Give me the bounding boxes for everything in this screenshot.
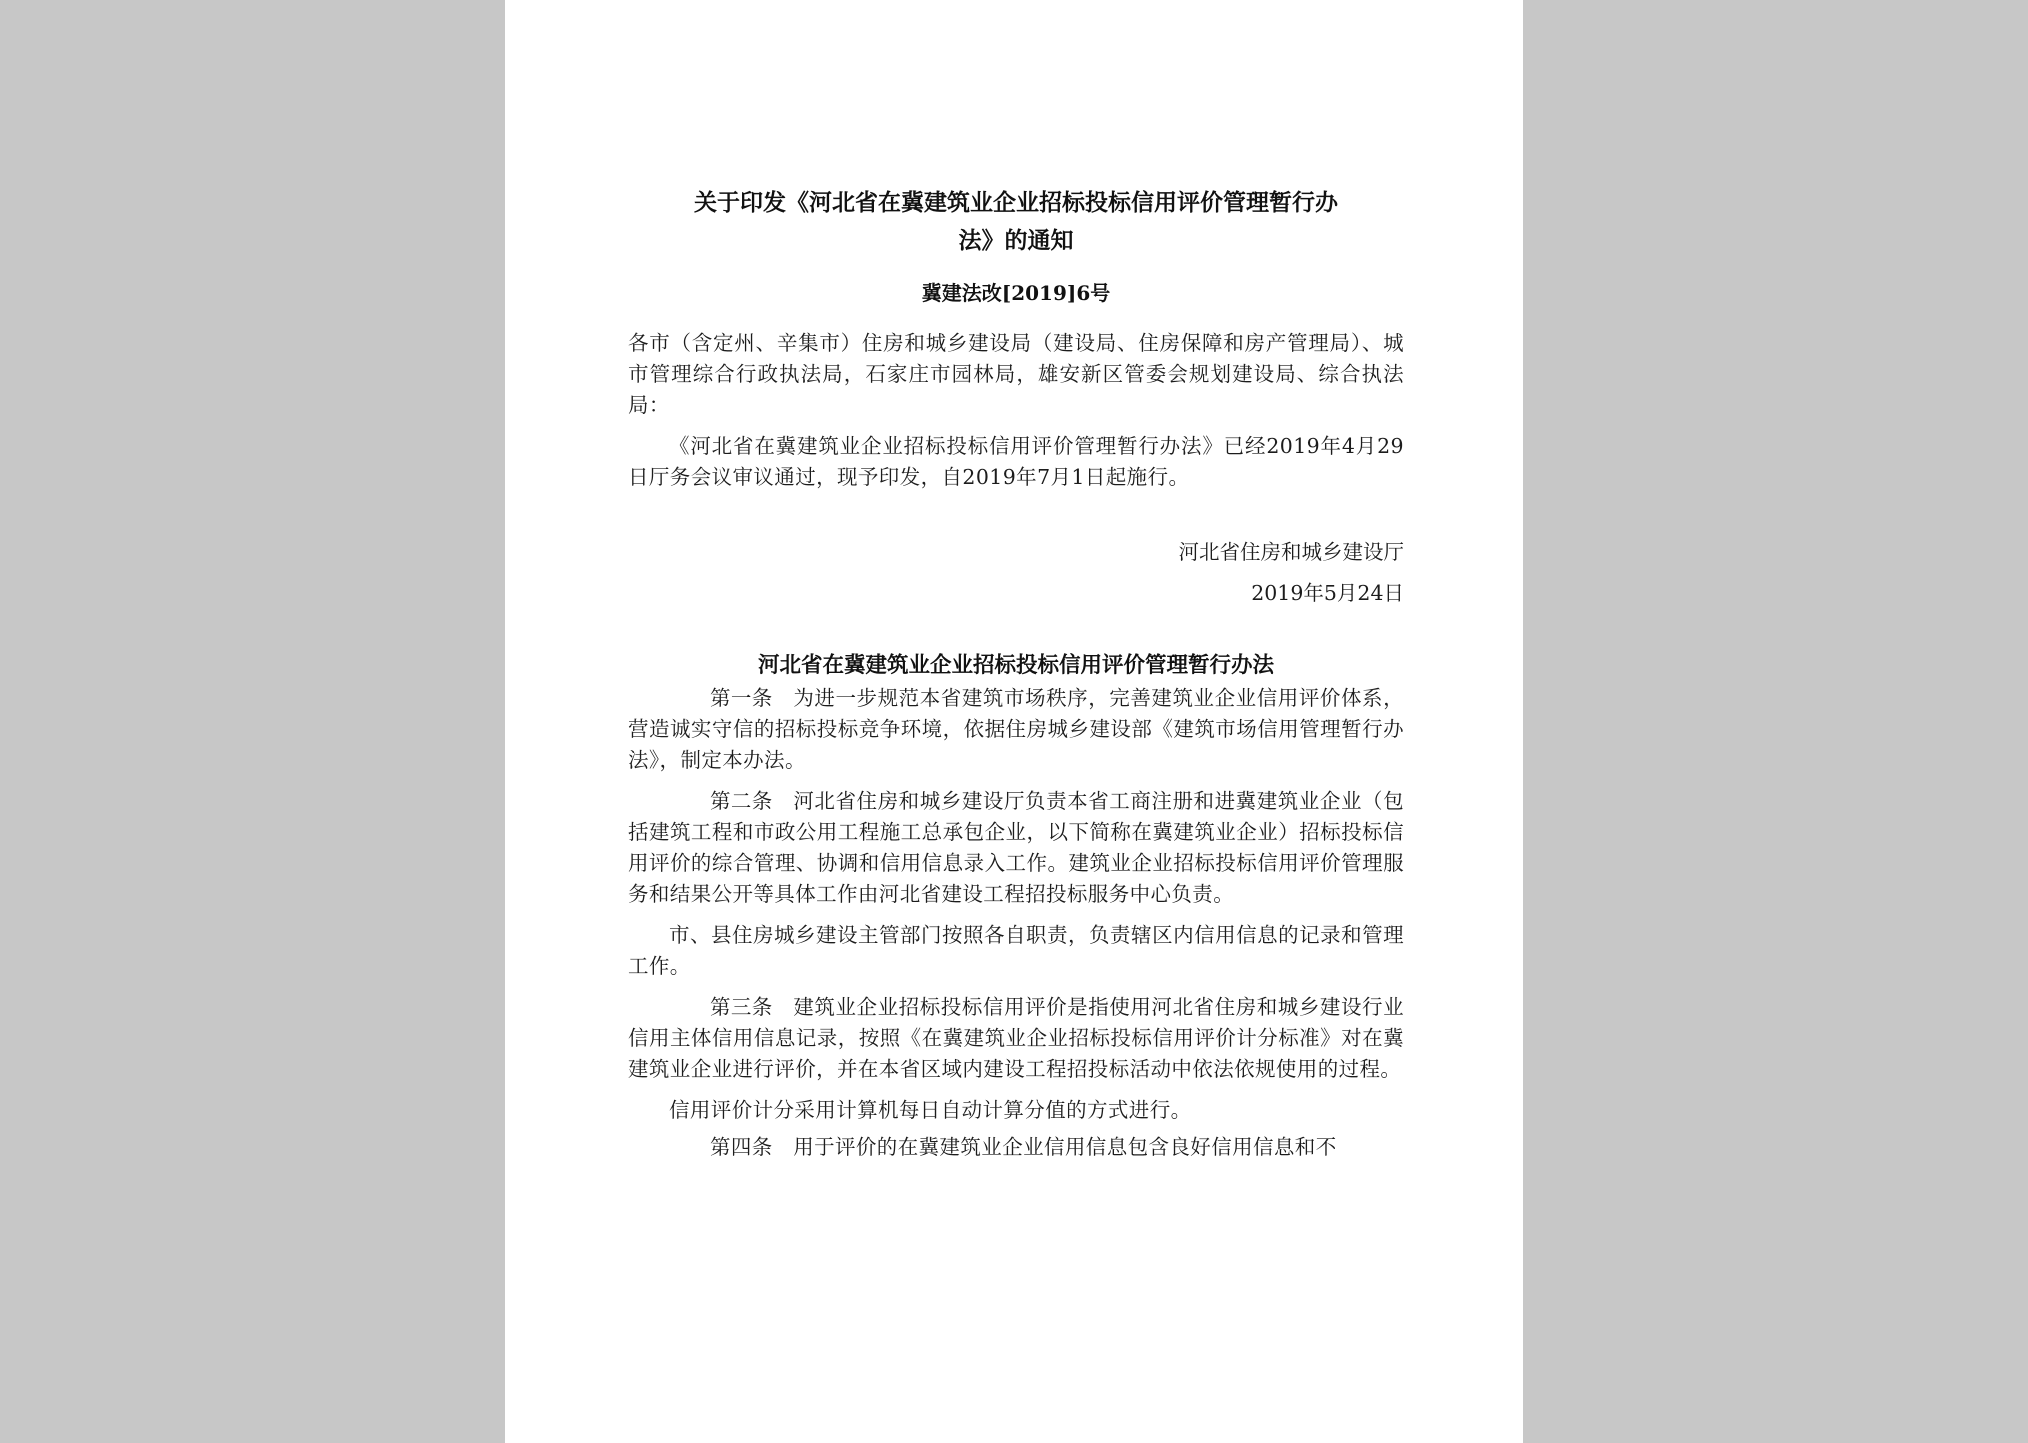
- article-text: 信用评价计分采用计算机每日自动计算分值的方式进行。: [669, 1098, 1192, 1122]
- article-text: 市、县住房城乡建设主管部门按照各自职责，负责辖区内信用信息的记录和管理工作。: [628, 923, 1404, 978]
- article-heading: 第三条: [710, 995, 773, 1019]
- issuer: 河北省住房和城乡建设厅: [1178, 540, 1404, 564]
- notice-title-line2: 法》的通知: [958, 227, 1074, 254]
- article-4: [628, 1132, 1404, 1163]
- article-text: 建筑业企业招标投标信用评价是指使用河北省住房和城乡建设行业信用主体信用信息记录，按照《在冀建筑业企业招标投标信用评价计分标准》对在冀建筑业企业进行评价，并在本省区域内建设工程招投标活动中依法依规使用的过程。: [628, 995, 1404, 1081]
- issue-date: 2019年5月24日: [1251, 581, 1404, 605]
- document-number: 冀建法改[2019]6号: [921, 281, 1111, 305]
- article-heading: 第一条: [710, 686, 773, 710]
- document-page: [505, 0, 1523, 1443]
- article-2-paragraph-2: [628, 920, 1404, 982]
- document-content: [628, 184, 1404, 1163]
- article-1: [628, 683, 1404, 776]
- notice-title-line1: 关于印发《河北省在冀建筑业企业招标投标信用评价管理暂行办: [694, 189, 1338, 216]
- recipients: 各市（含定州、辛集市）住房和城乡建设局（建设局、住房保障和房产管理局）、城市管理综合行政执法局，石家庄市园林局，雄安新区管委会规划建设局、综合执法局：: [628, 331, 1404, 417]
- article-text: 为进一步规范本省建筑市场秩序，完善建筑业企业信用评价体系，营造诚实守信的招标投标竞争环境，依据住房城乡建设部《建筑市场信用管理暂行办法》，制定本办法。: [628, 686, 1404, 772]
- article-3-paragraph-2: [628, 1095, 1404, 1126]
- measures-title: 河北省在冀建筑业企业招标投标信用评价管理暂行办法: [757, 653, 1274, 678]
- article-3: [628, 992, 1404, 1085]
- article-text: 用于评价的在冀建筑业企业信用信息包含良好信用信息和不: [793, 1135, 1337, 1159]
- notice-body: 《河北省在冀建筑业企业招标投标信用评价管理暂行办法》已经2019年4月29日厅务会议审议通过，现予印发，自2019年7月1日起施行。: [628, 434, 1404, 489]
- article-text: 河北省住房和城乡建设厅负责本省工商注册和进冀建筑业企业（包括建筑工程和市政公用工程施工总承包企业，以下简称在冀建筑业企业）招标投标信用评价的综合管理、协调和信用信息录入工作。建筑业企业招标投标信用评价管理服务和结果公开等具体工作由河北省建设工程招投标服务中心负责。: [628, 789, 1404, 906]
- article-heading: 第四条: [710, 1135, 773, 1159]
- article-heading: 第二条: [710, 789, 773, 813]
- notice-title: [628, 184, 1404, 260]
- article-2: [628, 786, 1404, 910]
